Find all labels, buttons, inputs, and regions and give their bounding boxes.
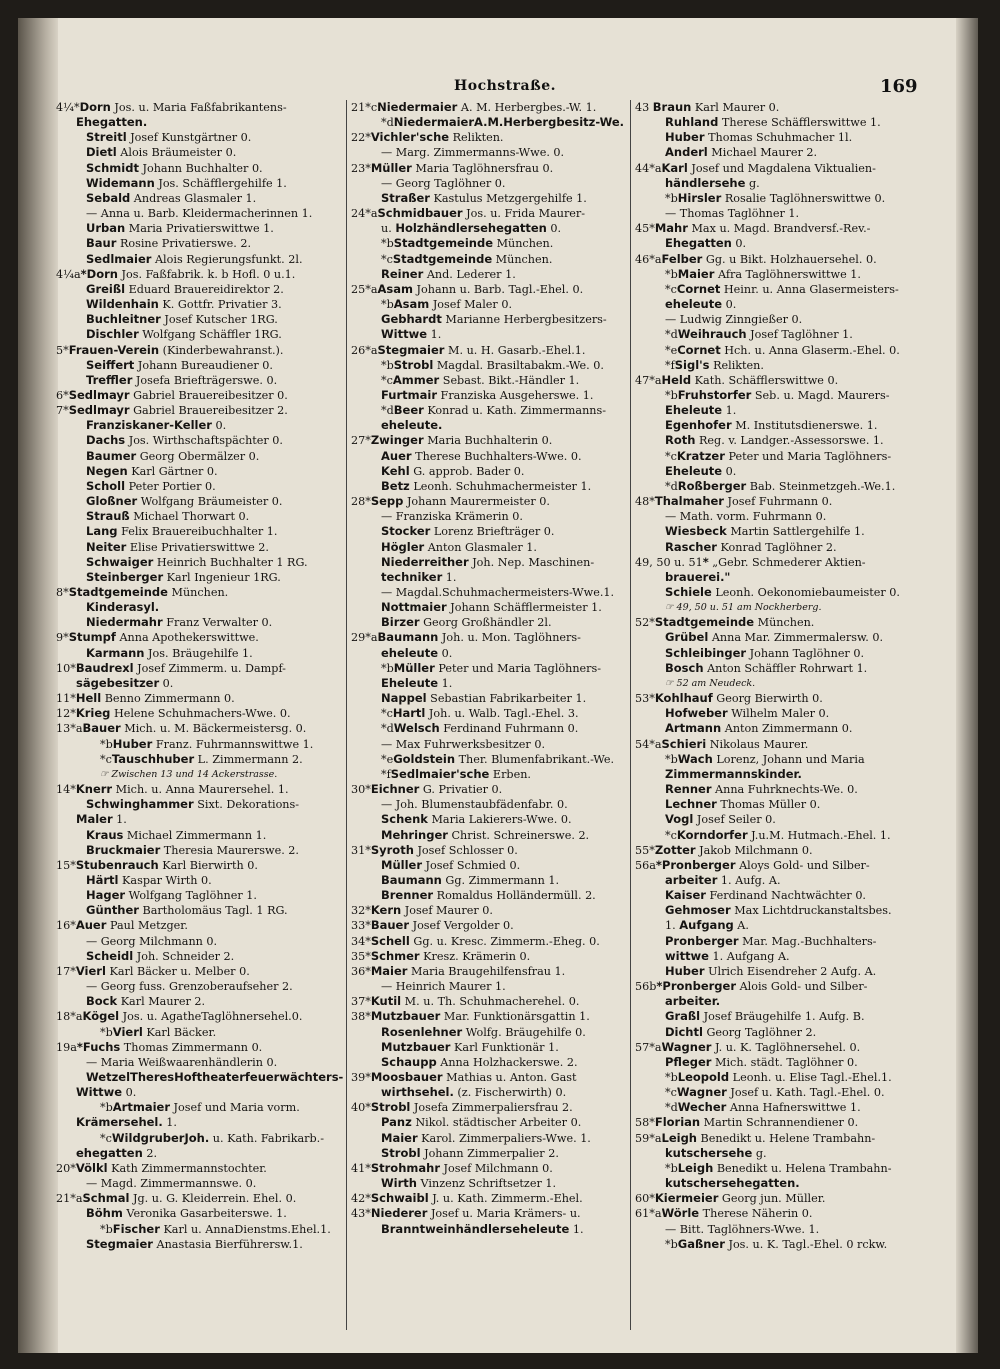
entry-line: Dietl Alois Bräumeister 0. bbox=[86, 145, 237, 160]
entry-line: — Thomas Taglöhner 1. bbox=[665, 207, 800, 221]
entry-line: Schleibinger Johann Taglöhner 0. bbox=[665, 645, 865, 660]
entry-line: *cCornet Heinr. u. Anna Glasermeisters- bbox=[665, 281, 899, 296]
entry-line: Ruhland Therese Schäfflerswittwe 1. bbox=[665, 115, 881, 130]
entry-line: *dBeer Konrad u. Kath. Zimmermanns- bbox=[381, 403, 607, 418]
entry-line: *fSigl's Relikten. bbox=[665, 357, 764, 372]
entry-line: 37*Kutil M. u. Th. Schuhmacherehel. 0. bbox=[351, 994, 580, 1009]
entry-line: Scholl Peter Portier 0. bbox=[86, 478, 216, 493]
entry-line: Sedlmaier Alois Regierungsfunkt. 2l. bbox=[86, 251, 303, 266]
entry-line: *bGaßner Jos. u. K. Tagl.-Ehel. 0 rckw. bbox=[665, 1236, 888, 1251]
entry-line: *bHirsler Rosalie Taglöhnerswittwe 0. bbox=[665, 190, 886, 205]
entry-line: 24*aSchmidbauer Jos. u. Frida Maurer- bbox=[351, 206, 586, 221]
entry-line: 36*Maier Maria Braugehilfensfrau 1. bbox=[351, 963, 566, 978]
entry-line: *cWagner Josef u. Kath. Tagl.-Ehel. 0. bbox=[665, 1085, 885, 1100]
entry-line: Streitl Josef Kunstgärtner 0. bbox=[86, 130, 252, 145]
entry-line: Eheleute 0. bbox=[665, 463, 737, 478]
entry-line: *dWecher Anna Hafnerswittwe 1. bbox=[665, 1100, 861, 1115]
entry-line: sägebesitzer 0. bbox=[76, 675, 174, 690]
entry-line: — Georg Taglöhner 0. bbox=[381, 176, 506, 190]
entry-line: 1. Aufgang A. bbox=[665, 918, 749, 933]
entry-line: 7*Sedlmayr Gabriel Brauereibesitzer 2. bbox=[56, 403, 288, 418]
entry-line: Panz Nikol. städtischer Arbeiter 0. bbox=[381, 1115, 582, 1130]
entry-line: kutschersehe g. bbox=[665, 1145, 767, 1160]
entry-line: Gloßner Wolfgang Bräumeister 0. bbox=[86, 494, 283, 509]
entry-line: *bAsam Josef Maler 0. bbox=[381, 297, 513, 312]
entry-line: 61*aWörle Therese Näherin 0. bbox=[635, 1206, 813, 1221]
entry-line: 46*aFelber Gg. u Bikt. Holzhauersehel. 0. bbox=[635, 251, 877, 266]
entry-line: Neiter Elise Privatierswittwe 2. bbox=[86, 539, 269, 554]
entry-line: *bHuber Franz. Fuhrmannswittwe 1. bbox=[100, 736, 314, 751]
entry-line: Bock Karl Maurer 2. bbox=[86, 994, 206, 1009]
entry-line: *dWelsch Ferdinand Fuhrmann 0. bbox=[381, 721, 579, 736]
entry-line: Wiesbeck Martin Sattlergehilfe 1. bbox=[665, 524, 865, 539]
entry-line: *bMaier Afra Taglöhnerswittwe 1. bbox=[665, 266, 861, 281]
entry-line: Seiffert Johann Bureaudiener 0. bbox=[86, 357, 273, 372]
entry-line: *bStrobl Magdal. Brasiltabakm.-We. 0. bbox=[381, 357, 604, 372]
entry-line: Niedermahr Franz Verwalter 0. bbox=[86, 615, 273, 630]
page-number: 169 bbox=[880, 76, 918, 97]
entry-line: Egenhofer M. Institutsdienerswe. 1. bbox=[665, 418, 878, 433]
entry-line: Nottmaier Johann Schäfflermeister 1. bbox=[381, 600, 602, 615]
entry-line: — Joh. Blumenstaubfädenfabr. 0. bbox=[381, 798, 568, 812]
entry-line: Böhm Veronika Gasarbeiterswe. 1. bbox=[86, 1206, 287, 1221]
entry-line: *bArtmaier Josef und Maria vorm. bbox=[100, 1100, 300, 1115]
entry-line: Rascher Konrad Taglöhner 2. bbox=[665, 539, 837, 554]
entry-line: Grübel Anna Mar. Zimmermalersw. 0. bbox=[665, 630, 884, 645]
entry-line: 25*aAsam Johann u. Barb. Tagl.-Ehel. 0. bbox=[351, 281, 584, 296]
entry-line: *bMüller Peter und Maria Taglöhners- bbox=[381, 660, 602, 675]
entry-line: Pronberger Mar. Mag.-Buchhalters- bbox=[665, 933, 877, 948]
entry-line: 31*Syroth Josef Schlosser 0. bbox=[351, 842, 518, 857]
entry-line: Negen Karl Gärtner 0. bbox=[86, 463, 218, 478]
entry-line: Stegmaier Anastasia Bierführersw.1. bbox=[86, 1236, 303, 1251]
entry-line: 44*aKarl Josef und Magdalena Viktualien- bbox=[635, 160, 876, 175]
entry-line: Artmann Anton Zimmermann 0. bbox=[665, 721, 853, 736]
entry-line: Reiner And. Lederer 1. bbox=[381, 266, 516, 281]
column-3 bbox=[630, 100, 913, 1330]
entry-line: *cStadtgemeinde München. bbox=[381, 251, 553, 266]
entry-line: — Math. vorm. Fuhrmann 0. bbox=[665, 510, 827, 524]
entry-line: Hofweber Wilhelm Maler 0. bbox=[665, 706, 830, 721]
entry-line: 4¼a*Dorn Jos. Faßfabrik. k. b Hofl. 0 u.1. bbox=[56, 266, 296, 281]
entry-line: Müller Josef Schmied 0. bbox=[381, 857, 521, 872]
entry-line: Schwaiger Heinrich Buchhalter 1 RG. bbox=[86, 554, 308, 569]
entry-line: Wirth Vinzenz Schriftsetzer 1. bbox=[381, 1176, 557, 1191]
entry-line: Dachs Jos. Wirthschaftspächter 0. bbox=[86, 433, 283, 448]
entry-line: Niederreither Joh. Nep. Maschinen- bbox=[381, 554, 595, 569]
entry-line: ☞ 52 am Neudeck. bbox=[665, 677, 756, 689]
entry-line: 16*Auer Paul Metzger. bbox=[56, 918, 188, 933]
entry-line: 54*aSchieri Nikolaus Maurer. bbox=[635, 736, 809, 751]
entry-line: Branntweinhändlerseheleute 1. bbox=[381, 1221, 584, 1236]
entry-line: *bLeigh Benedikt u. Helena Trambahn- bbox=[665, 1160, 892, 1175]
entry-line: Steinberger Karl Ingenieur 1RG. bbox=[86, 569, 281, 584]
page-title: Hochstraße. bbox=[454, 78, 556, 94]
entry-line: 12*Krieg Helene Schuhmachers-Wwe. 0. bbox=[56, 706, 291, 721]
entry-line: 13*aBauer Mich. u. M. Bäckermeistersg. 0. bbox=[56, 721, 307, 736]
entry-line: Kehl G. approb. Bader 0. bbox=[381, 463, 525, 478]
entry-line: Urban Maria Privatierswittwe 1. bbox=[86, 221, 274, 236]
entry-line: 34*Schell Gg. u. Kresc. Zimmerm.-Eheg. 0. bbox=[351, 933, 600, 948]
entry-line: Schwinghammer Sixt. Dekorations- bbox=[86, 797, 300, 812]
entry-line: — Max Fuhrwerksbesitzer 0. bbox=[381, 737, 546, 751]
entry-line: 14*Knerr Mich. u. Anna Maurersehel. 1. bbox=[56, 782, 289, 797]
entry-line: 29*aBaumann Joh. u. Mon. Taglöhners- bbox=[351, 630, 581, 645]
entry-line: Eheleute 1. bbox=[665, 403, 737, 418]
entry-line: Graßl Josef Bräugehilfe 1. Aufg. B. bbox=[665, 1009, 865, 1024]
entry-line: eheleute. bbox=[381, 418, 443, 433]
entry-line: Treffler Josefa Briefträgerswe. 0. bbox=[86, 372, 278, 387]
entry-line: — Franziska Krämerin 0. bbox=[381, 510, 523, 524]
entry-line: 5*Frauen-Verein (Kinderbewahranst.). bbox=[56, 342, 284, 357]
entry-line: 41*Strohmahr Josef Milchmann 0. bbox=[351, 1160, 553, 1175]
entry-line: Kraus Michael Zimmermann 1. bbox=[86, 827, 267, 842]
column-2 bbox=[346, 100, 639, 1330]
entry-line: Eheleute 1. bbox=[381, 675, 453, 690]
entry-line: wittwe 1. Aufgang A. bbox=[665, 948, 790, 963]
entry-line: Hager Wolfgang Taglöhner 1. bbox=[86, 888, 257, 903]
entry-line: Auer Therese Buchhalters-Wwe. 0. bbox=[381, 448, 582, 463]
entry-line: händlersehe g. bbox=[665, 175, 760, 190]
entry-line: 56b*Pronberger Alois Gold- und Silber- bbox=[635, 979, 868, 994]
entry-line: *cHartl Joh. u. Walb. Tagl.-Ehel. 3. bbox=[381, 706, 579, 721]
entry-line: Betz Leonh. Schuhmachermeister 1. bbox=[381, 478, 592, 493]
entry-line: Wildenhain K. Gottfr. Privatier 3. bbox=[86, 297, 282, 312]
entry-line: 58*Florian Martin Schrannendiener 0. bbox=[635, 1115, 859, 1130]
entry-line: 21*aSchmal Jg. u. G. Kleiderrein. Ehel. 0. bbox=[56, 1191, 297, 1206]
entry-line: Maler 1. bbox=[76, 812, 127, 827]
page-gutter bbox=[18, 18, 58, 1353]
entry-line: Baur Rosine Privatierswe. 2. bbox=[86, 236, 252, 251]
entry-line: Högler Anton Glasmaler 1. bbox=[381, 539, 537, 554]
entry-line: 4¼*Dorn Jos. u. Maria Faßfabrikantens- bbox=[56, 100, 287, 114]
entry-line: Kinderasyl. bbox=[86, 600, 160, 615]
entry-line: 9*Stumpf Anna Apothekerswittwe. bbox=[56, 630, 259, 645]
entry-line: Birzer Georg Großhändler 2l. bbox=[381, 615, 552, 630]
entry-line: 18*aKögel Jos. u. AgatheTaglöhnersehel.0. bbox=[56, 1009, 303, 1024]
entry-line: arbeiter 1. Aufg. A. bbox=[665, 872, 781, 887]
entry-line: Dichtl Georg Taglöhner 2. bbox=[665, 1024, 817, 1039]
entry-line: *dWeihrauch Josef Taglöhner 1. bbox=[665, 327, 853, 342]
entry-line: 39*Moosbauer Mathias u. Anton. Gast bbox=[351, 1070, 577, 1084]
entry-line: Günther Bartholomäus Tagl. 1 RG. bbox=[86, 903, 288, 918]
entry-line: 15*Stubenrauch Karl Bierwirth 0. bbox=[56, 857, 258, 872]
entry-line: Lechner Thomas Müller 0. bbox=[665, 797, 821, 812]
entry-line: *dRoßberger Bab. Steinmetzgeh.-We.1. bbox=[665, 478, 896, 493]
entry-line: 10*Baudrexl Josef Zimmerm. u. Dampf- bbox=[56, 660, 286, 675]
entry-line: 23*Müller Maria Taglöhnersfrau 0. bbox=[351, 160, 554, 175]
entry-line: 28*Sepp Johann Maurermeister 0. bbox=[351, 494, 550, 509]
entry-line: 26*aStegmaier M. u. H. Gasarb.-Ehel.1. bbox=[351, 342, 586, 357]
entry-line: Strobl Johann Zimmerpalier 2. bbox=[381, 1145, 559, 1160]
entry-line: Greißl Eduard Brauereidirektor 2. bbox=[86, 281, 284, 296]
entry-line: — Anna u. Barb. Kleidermacherinnen 1. bbox=[86, 207, 313, 221]
entry-line: ehegatten 2. bbox=[76, 1145, 157, 1160]
entry-line: 32*Kern Josef Maurer 0. bbox=[351, 903, 493, 918]
entry-line: — Georg Milchmann 0. bbox=[86, 934, 218, 948]
entry-line: Zimmermannskinder. bbox=[665, 766, 802, 781]
entry-line: techniker 1. bbox=[381, 569, 457, 584]
page-edge bbox=[956, 18, 978, 1353]
entry-line: 43 Braun Karl Maurer 0. bbox=[635, 100, 780, 114]
entry-line: Buchleitner Josef Kutscher 1RG. bbox=[86, 312, 278, 327]
entry-line: Sebald Andreas Glasmaler 1. bbox=[86, 190, 257, 205]
entry-line: *cTauschhuber L. Zimmermann 2. bbox=[100, 751, 303, 766]
column-1 bbox=[56, 100, 348, 1330]
entry-line: 47*aHeld Kath. Schäfflerswittwe 0. bbox=[635, 372, 839, 387]
entry-line: Widemann Jos. Schäfflergehilfe 1. bbox=[86, 175, 287, 190]
entry-line: *bFischer Karl u. AnnaDienstms.Ehel.1. bbox=[100, 1221, 331, 1236]
entry-line: 21*cNiedermaier A. M. Herbergbes.-W. 1. bbox=[351, 100, 597, 114]
entry-line: *bWach Lorenz, Johann und Maria bbox=[665, 751, 865, 766]
scanned-page bbox=[18, 18, 978, 1353]
entry-line: Roth Reg. v. Landger.-Assessorswe. 1. bbox=[665, 433, 884, 448]
entry-line: *eGoldstein Ther. Blumenfabrikant.-We. bbox=[381, 751, 615, 766]
entry-line: Wittwe 1. bbox=[381, 327, 442, 342]
entry-line: — Ludwig Zinngießer 0. bbox=[665, 313, 803, 327]
entry-line: Schiele Leonh. Oekonomiebaumeister 0. bbox=[665, 585, 900, 599]
entry-line: eheleute 0. bbox=[381, 645, 453, 660]
entry-line: Baumann Gg. Zimmermann 1. bbox=[381, 872, 560, 887]
entry-line: *cWildgruberJoh. u. Kath. Fabrikarb.- bbox=[100, 1130, 324, 1145]
entry-line: 8*Stadtgemeinde München. bbox=[56, 585, 229, 599]
entry-line: Gehmoser Max Lichtdruckanstaltsbes. bbox=[665, 903, 892, 918]
entry-line: Gebhardt Marianne Herbergbesitzers- bbox=[381, 312, 607, 327]
entry-line: Renner Anna Fuhrknechts-We. 0. bbox=[665, 782, 858, 797]
entry-line: 48*Thalmaher Josef Fuhrmann 0. bbox=[635, 494, 833, 509]
entry-line: 60*Kiermeier Georg jun. Müller. bbox=[635, 1191, 826, 1206]
entry-line: *bVierl Karl Bäcker. bbox=[100, 1024, 217, 1039]
entry-line: Straßer Kastulus Metzgergehilfe 1. bbox=[381, 190, 587, 205]
entry-line: Dischler Wolfgang Schäffler 1RG. bbox=[86, 327, 282, 342]
entry-line: ☞ 49, 50 u. 51 am Nockherberg. bbox=[665, 602, 822, 614]
entry-line: 55*Zotter Jakob Milchmann 0. bbox=[635, 842, 813, 857]
entry-line: Mehringer Christ. Schreinerswe. 2. bbox=[381, 827, 590, 842]
entry-line: Schmidt Johann Buchhalter 0. bbox=[86, 160, 263, 175]
entry-line: *cKorndorfer J.u.M. Hutmach.-Ehel. 1. bbox=[665, 827, 891, 842]
entry-line: 35*Schmer Kresz. Krämerin 0. bbox=[351, 948, 531, 963]
entry-line: 33*Bauer Josef Vergolder 0. bbox=[351, 918, 514, 933]
entry-line: Schenk Maria Lakierers-Wwe. 0. bbox=[381, 812, 572, 827]
entry-line: Vogl Josef Seiler 0. bbox=[665, 812, 776, 827]
entry-line: — Marg. Zimmermanns-Wwe. 0. bbox=[381, 146, 565, 160]
entry-line: 30*Eichner G. Privatier 0. bbox=[351, 782, 503, 797]
entry-line: Lang Felix Brauereibuchhalter 1. bbox=[86, 524, 278, 539]
entry-line: 11*Hell Benno Zimmermann 0. bbox=[56, 691, 235, 706]
entry-line: Franziskaner-Keller 0. bbox=[86, 418, 227, 433]
entry-line: Scheidl Joh. Schneider 2. bbox=[86, 948, 235, 963]
entry-line: Furtmair Franziska Ausgeherswe. 1. bbox=[381, 387, 594, 402]
entry-line: Anderl Michael Maurer 2. bbox=[665, 145, 818, 160]
entry-line: *dNiedermaierA.M.Herbergbesitz-We. bbox=[381, 115, 625, 130]
entry-line: 57*aWagner J. u. K. Taglöhnersehel. 0. bbox=[635, 1039, 861, 1054]
entry-line: Krämersehel. 1. bbox=[76, 1115, 177, 1130]
entry-line: 27*Zwinger Maria Buchhalterin 0. bbox=[351, 433, 553, 448]
entry-line: Karmann Jos. Bräugehilfe 1. bbox=[86, 645, 253, 660]
entry-line: *bStadtgemeinde München. bbox=[381, 236, 554, 251]
entry-line: u. Holzhändlersehegatten 0. bbox=[381, 221, 562, 236]
entry-line: 49, 50 u. 51* „Gebr. Schmederer Aktien- bbox=[635, 554, 866, 569]
entry-line: — Heinrich Maurer 1. bbox=[381, 980, 506, 994]
entry-line: 19a*Fuchs Thomas Zimmermann 0. bbox=[56, 1039, 263, 1054]
entry-line: *bLeopold Leonh. u. Elise Tagl.-Ehel.1. bbox=[665, 1070, 892, 1084]
entry-line: — Magd. Zimmermannswe. 0. bbox=[86, 1177, 257, 1191]
entry-line: Schaupp Anna Holzhackerswe. 2. bbox=[381, 1054, 578, 1069]
entry-line: Baumer Georg Obermälzer 0. bbox=[86, 448, 260, 463]
entry-line: Pfleger Mich. städt. Taglöhner 0. bbox=[665, 1054, 858, 1069]
entry-line: Ehegatten 0. bbox=[665, 236, 747, 251]
entry-line: 6*Sedlmayr Gabriel Brauereibesitzer 0. bbox=[56, 387, 288, 402]
entry-line: Rosenlehner Wolfg. Bräugehilfe 0. bbox=[381, 1024, 586, 1039]
entry-line: Mutzbauer Karl Funktionär 1. bbox=[381, 1039, 559, 1054]
entry-line: — Bitt. Taglöhners-Wwe. 1. bbox=[665, 1222, 820, 1236]
entry-line: arbeiter. bbox=[665, 994, 721, 1009]
entry-line: — Magdal.Schuhmachermeisters-Wwe.1. bbox=[381, 586, 615, 599]
entry-line: *eCornet Hch. u. Anna Glaserm.-Ehel. 0. bbox=[665, 342, 900, 357]
entry-line: WetzelTheresHoftheaterfeuerwächters- bbox=[86, 1070, 344, 1084]
entry-line: 20*Völkl Kath Zimmermannstochter. bbox=[56, 1160, 267, 1175]
entry-line: ☞ Zwischen 13 und 14 Ackerstrasse. bbox=[100, 768, 278, 780]
entry-line: Maier Karol. Zimmerpaliers-Wwe. 1. bbox=[381, 1130, 591, 1145]
entry-line: *cKratzer Peter und Maria Taglöhners- bbox=[665, 448, 892, 463]
entry-line: Nappel Sebastian Fabrikarbeiter 1. bbox=[381, 691, 587, 706]
entry-line: Wittwe 0. bbox=[76, 1085, 137, 1100]
entry-line: *bFruhstorfer Seb. u. Magd. Maurers- bbox=[665, 387, 890, 402]
entry-line: 40*Strobl Josefa Zimmerpaliersfrau 2. bbox=[351, 1100, 573, 1115]
entry-line: Brenner Romaldus Holländermüll. 2. bbox=[381, 888, 596, 903]
entry-line: Strauß Michael Thorwart 0. bbox=[86, 509, 250, 524]
entry-line: *cAmmer Sebast. Bikt.-Händler 1. bbox=[381, 372, 580, 387]
entry-line: 56a*Pronberger Aloys Gold- und Silber- bbox=[635, 857, 870, 872]
entry-line: Härtl Kaspar Wirth 0. bbox=[86, 872, 212, 887]
entry-line: eheleute 0. bbox=[665, 297, 737, 312]
entry-line: 17*Vierl Karl Bäcker u. Melber 0. bbox=[56, 963, 250, 978]
entry-line: 42*Schwaibl J. u. Kath. Zimmerm.-Ehel. bbox=[351, 1191, 583, 1206]
entry-line: 52*Stadtgemeinde München. bbox=[635, 615, 815, 630]
entry-line: Huber Ulrich Eisendreher 2 Aufg. A. bbox=[665, 963, 877, 978]
entry-line: Ehegatten. bbox=[76, 115, 148, 130]
entry-line: Bosch Anton Schäffler Rohrwart 1. bbox=[665, 660, 868, 675]
entry-line: — Maria Weißwaarenhändlerin 0. bbox=[86, 1055, 278, 1069]
entry-line: 59*aLeigh Benedikt u. Helene Trambahn- bbox=[635, 1130, 876, 1145]
entry-line: 53*Kohlhauf Georg Bierwirth 0. bbox=[635, 691, 823, 706]
entry-line: Kaiser Ferdinand Nachtwächter 0. bbox=[665, 888, 866, 903]
entry-line: kutschersehegatten. bbox=[665, 1176, 800, 1191]
entry-line: 45*Mahr Max u. Magd. Brandversf.-Rev.- bbox=[635, 221, 871, 236]
entry-line: brauerei." bbox=[665, 569, 731, 584]
entry-line: 38*Mutzbauer Mar. Funktionärsgattin 1. bbox=[351, 1009, 590, 1024]
entry-line: wirthsehel. (z. Fischerwirth) 0. bbox=[381, 1085, 567, 1100]
entry-line: 43*Niederer Josef u. Maria Krämers- u. bbox=[351, 1206, 581, 1221]
entry-line: — Georg fuss. Grenzoberaufseher 2. bbox=[86, 980, 293, 994]
entry-line: 22*Vichler'sche Relikten. bbox=[351, 130, 504, 145]
entry-line: Stocker Lorenz Briefträger 0. bbox=[381, 524, 555, 539]
entry-line: *fSedlmaier'sche Erben. bbox=[381, 766, 531, 781]
entry-line: Huber Thomas Schuhmacher 1l. bbox=[665, 130, 853, 145]
entry-line: Bruckmaier Theresia Maurerswe. 2. bbox=[86, 842, 299, 857]
